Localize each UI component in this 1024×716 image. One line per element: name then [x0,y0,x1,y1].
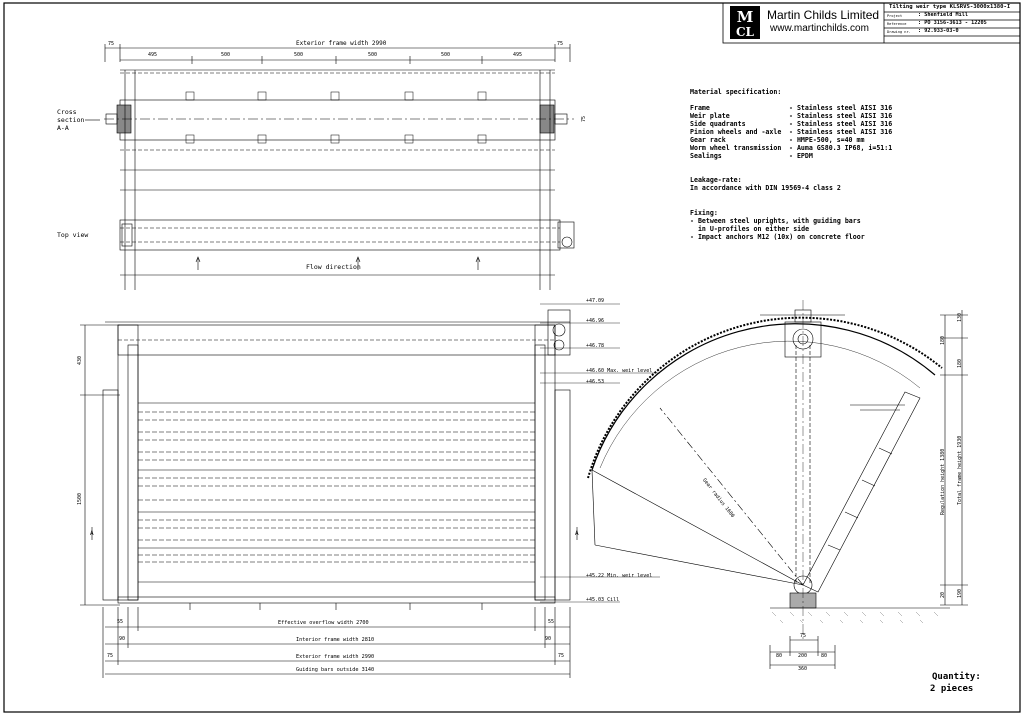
top-spacing-2: 500 [221,52,231,58]
level-46-53: +46.53 [586,379,605,385]
top-spacing-4: 500 [368,52,378,58]
drawing-title: Tilting weir type KLSRVS-3000x1380-I [889,4,1011,10]
bottom-dim-1-left: 55 [117,619,124,625]
spec-value-5: - HMPE-500, s=40 mm [789,136,865,144]
spec-value-7: - EPDM [789,152,813,160]
drawing-number-label: Drawing nr. [887,30,911,34]
bottom-dim-2-left: 90 [119,636,126,642]
top-edge-left-dim: 75 [108,41,115,47]
spec-heading: Material specification: [690,88,782,96]
reference-value: : PO 3156-3613 - 12205 [918,20,987,26]
top-edge-right-dim: 75 [557,41,564,47]
project-label: Project [887,14,903,18]
bottom-dim-75: 75 [800,633,807,639]
front-left-dim-430: 430 [77,355,83,365]
bottom-dim-3-label: Exterior frame width 2990 [296,654,375,660]
fixing-line-1: - Between steel uprights, with guiding bars [690,217,861,225]
spec-item-5: Gear rack [690,136,726,144]
bottom-dim-2-label: Interior frame width 2810 [296,637,375,643]
spec-item-2: Weir plate [690,112,730,120]
spec-value-2: - Stainless steel AISI 316 [789,112,893,120]
bottom-dim-200: 200 [798,653,808,659]
gear-radius-label: Gear radius 1600 [701,477,736,520]
leakage-text: In accordance with DIN 19569-4 class 2 [690,184,841,192]
level-45-03-cill: +45.03 Cill [586,597,620,603]
spec-item-6: Worm wheel transmission [690,144,782,152]
top-spacing-5: 500 [441,52,451,58]
bottom-dim-80-right: 80 [821,653,828,659]
right-dim-180-a: 180 [940,335,946,345]
regulation-height-label: Regulation height 1380 [940,448,946,515]
spec-value-6: - Auma GS80.3 IP68, i=51:1 [789,144,893,152]
drawing-number-value: : 92.933-03-0 [918,28,959,34]
spec-value-3: - Stainless steel AISI 316 [789,120,893,128]
company-logo [730,6,760,39]
level-46-96: +46.96 [586,318,605,324]
spec-value-4: - Stainless steel AISI 316 [789,128,893,136]
right-dim-20: 20 [940,591,946,598]
level-45-22-min: +45.22 Min. weir level [586,573,653,579]
total-frame-height-label: Total frame height 1930 [957,435,963,505]
bottom-dim-4-label: Guiding bars outside 3140 [296,667,375,673]
flow-direction-label: Flow direction [306,263,361,271]
level-46-78: +46.78 [586,343,605,349]
spec-item-1: Frame [690,104,710,112]
quantity-value: 2 pieces [930,684,974,694]
spec-item-7: Sealings [690,152,722,160]
front-left-dim-1500: 1500 [77,492,83,505]
bottom-dim-80-left: 80 [776,653,783,659]
level-47-09: +47.09 [586,298,605,304]
company-website: www.martinchilds.com [770,23,869,34]
bottom-dim-1-label: Effective overflow width 2700 [278,620,369,626]
bottom-dim-2-right: 90 [545,636,552,642]
cross-section-label: Cross section A-A [57,108,85,133]
section-mark-right: A [575,530,579,537]
fixing-heading: Fixing: [690,209,718,217]
section-view-drawing [588,300,968,669]
top-spacing-6: 495 [513,52,523,58]
ground-hatching [772,612,938,623]
right-dim-130: 130 [957,312,963,322]
project-value: : Shenfield Mill [918,12,968,18]
spec-value-1: - Stainless steel AISI 316 [789,104,893,112]
top-spacing-1: 495 [148,52,158,58]
bottom-dim-3-left: 75 [107,653,114,659]
reference-label: Reference [887,22,907,26]
spec-item-3: Side quadrants [690,120,746,128]
company-name: Martin Childs Limited [767,8,880,22]
quantity-label: Quantity: [932,672,981,682]
right-dim-180-b: 180 [957,358,963,368]
bottom-dim-360: 360 [798,666,808,672]
spec-item-4: Pinion wheels and -axle [690,128,782,136]
svg-text:CL: CL [736,25,754,39]
svg-text:M: M [736,8,754,26]
front-view-drawing [77,304,660,678]
section-mark-left: A [90,530,94,537]
level-46-60-max: +46.60 Max. weir level [586,368,653,374]
top-overall-dim: Exterior frame width 2990 [296,40,387,47]
bottom-dim-3-right: 75 [558,653,565,659]
fixing-line-2: in U-profiles on either side [690,225,810,233]
fixing-line-3: - Impact anchors M12 (10x) on concrete floor [690,233,865,241]
top-side-dim: 75 [581,115,587,122]
top-spacing-3: 500 [294,52,304,58]
bottom-dim-1-right: 55 [548,619,555,625]
right-dim-190: 190 [957,588,963,598]
leakage-heading: Leakage-rate: [690,176,742,184]
top-view-label: Top view [57,231,89,239]
